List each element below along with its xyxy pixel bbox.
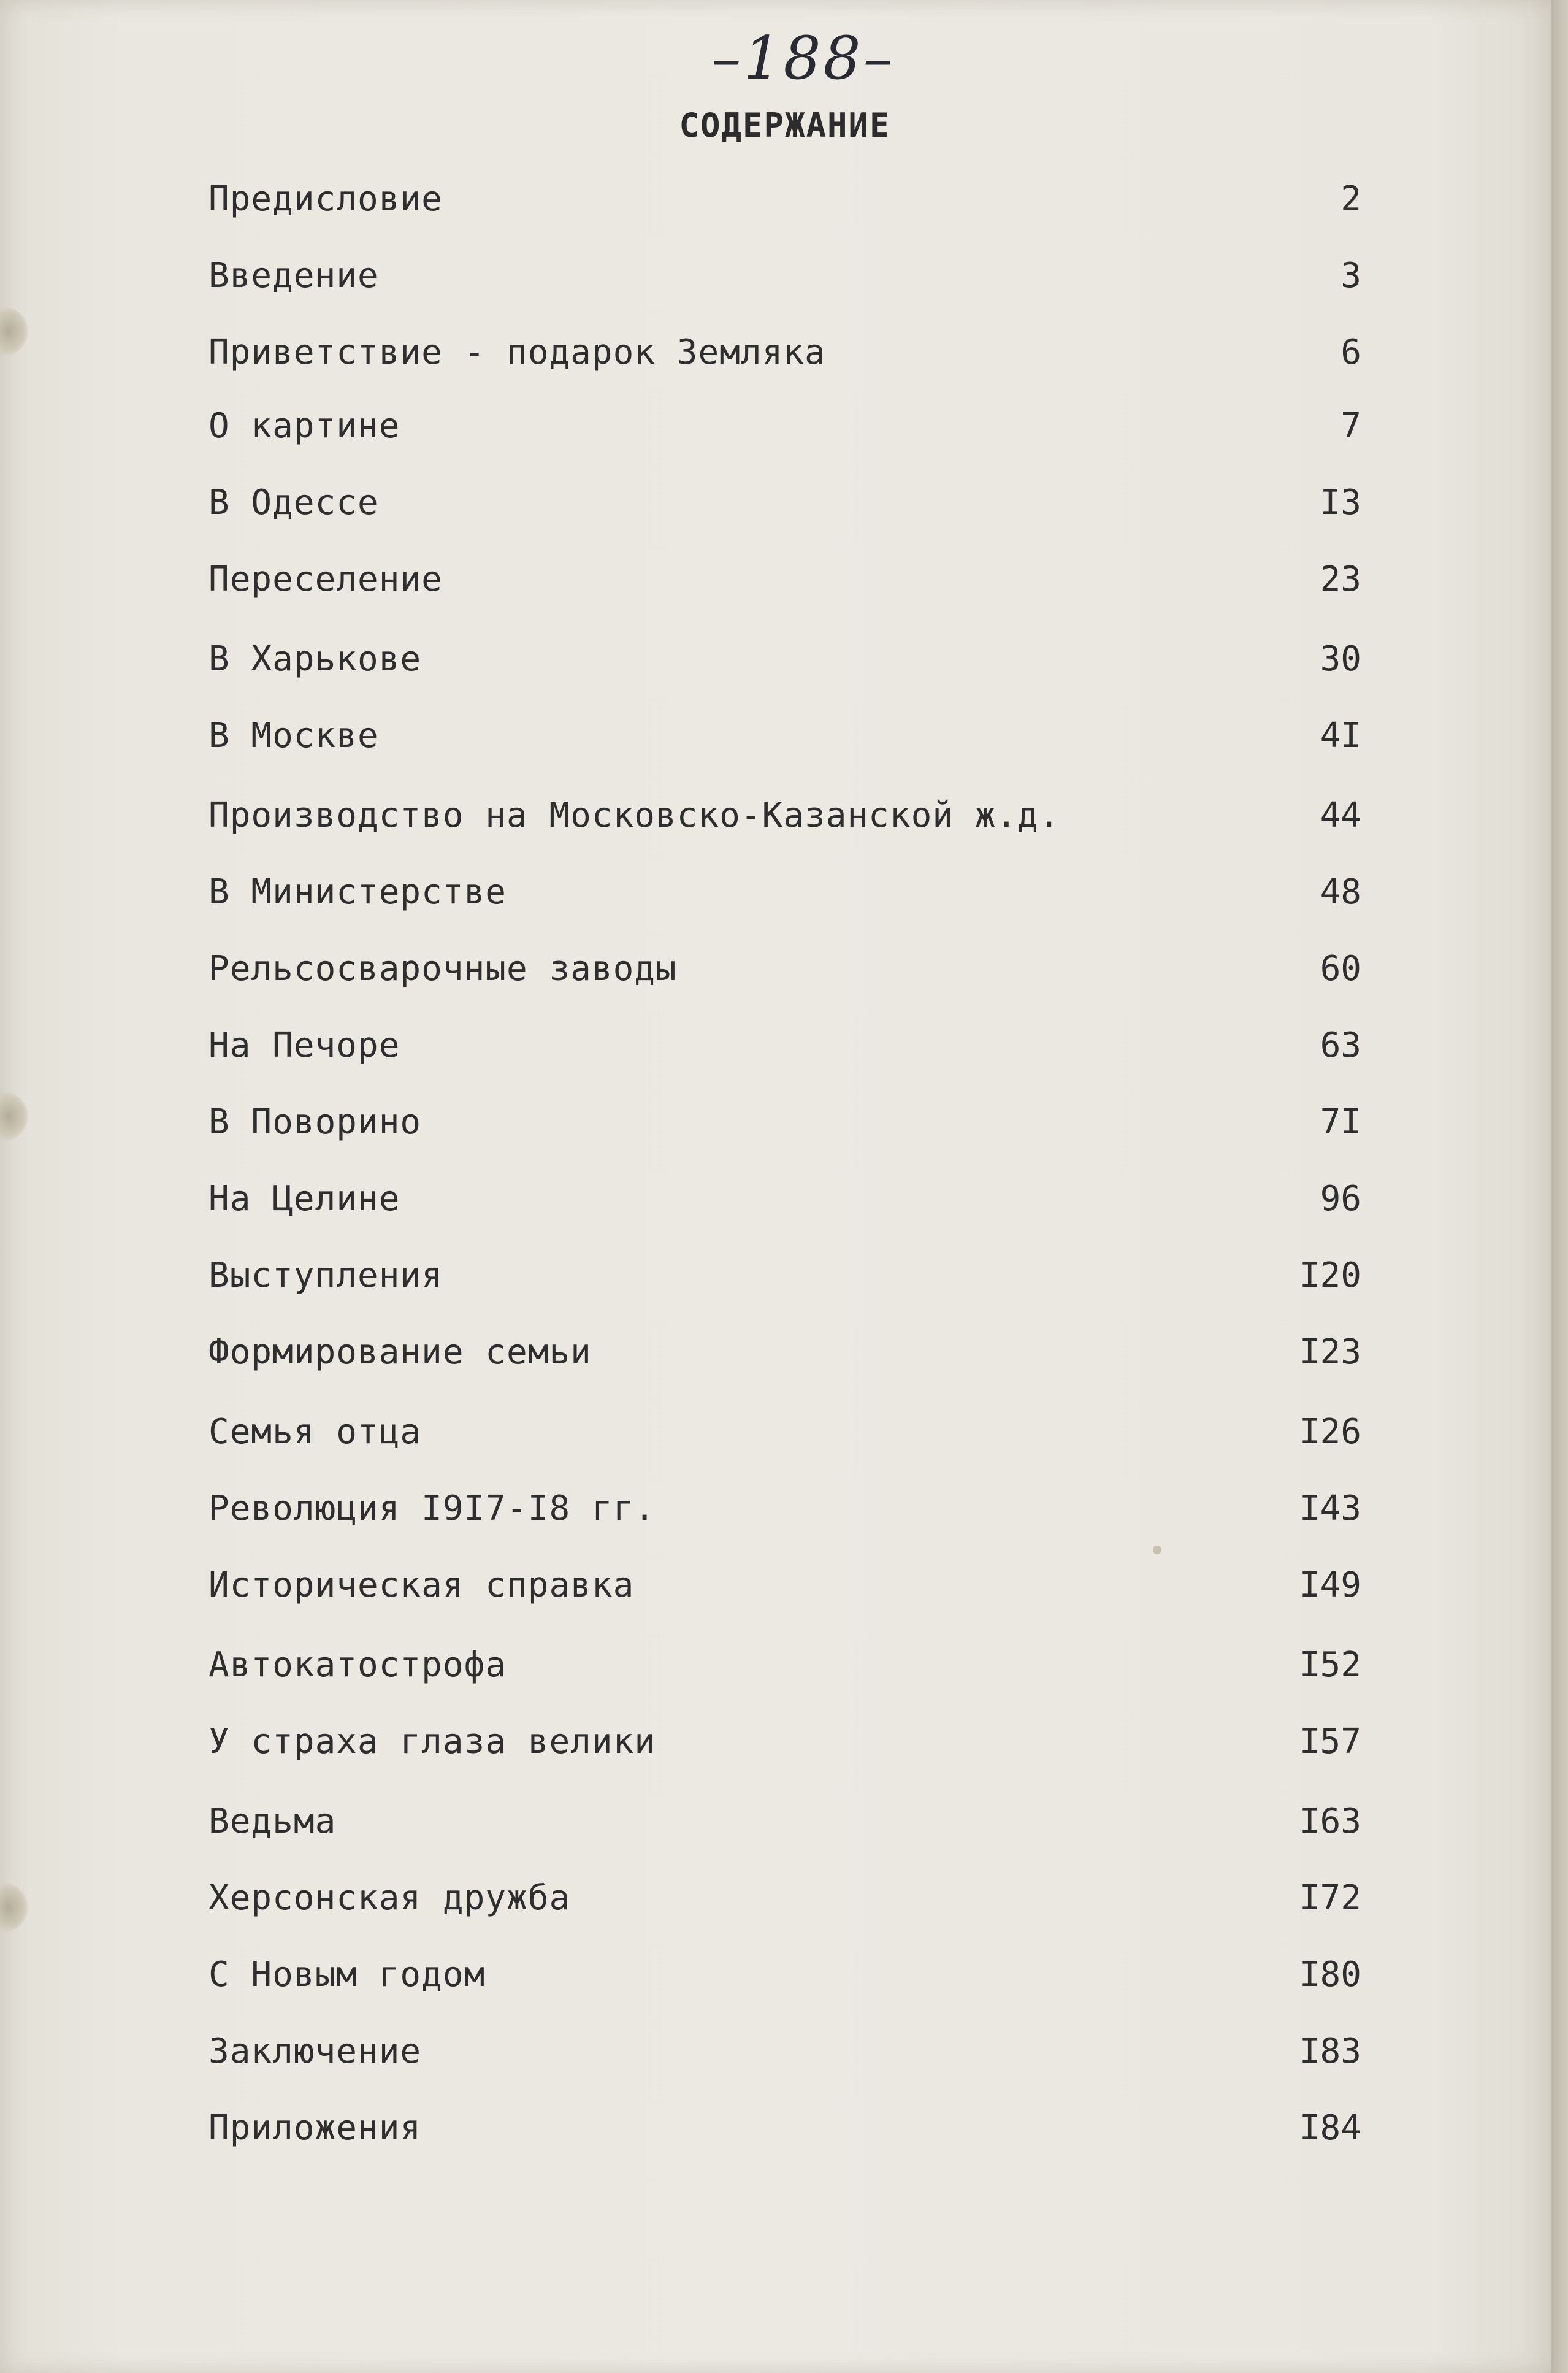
toc-entry-title: Революция I9I7-I8 гг. (208, 1489, 656, 1528)
toc-entry (208, 555, 1361, 604)
toc-entry-title: Автокатострофа (208, 1645, 507, 1685)
toc-entry-page: I20 (1299, 1256, 1361, 1295)
page-title: СОДЕРЖАНИЕ (679, 106, 891, 145)
toc-entry-page: I80 (1299, 1955, 1361, 1995)
toc-entry (208, 478, 1361, 527)
toc-entry (208, 711, 1361, 761)
toc-entry (208, 2104, 1361, 2153)
toc-entry-page: I43 (1299, 1489, 1361, 1528)
handwritten-page-number: –188– (711, 24, 895, 93)
toc-entry-title: На Печоре (208, 1025, 400, 1065)
toc-entry (208, 2027, 1361, 2076)
toc-entry (208, 1408, 1361, 1457)
toc-entry-title: В Поворино (208, 1102, 422, 1142)
toc-entry-title: В Министерстве (208, 872, 507, 912)
toc-entry (208, 1874, 1361, 1923)
toc-entry (208, 868, 1361, 917)
toc-entry (208, 1021, 1361, 1070)
toc-entry (208, 251, 1361, 301)
toc-entry-page: I23 (1299, 1332, 1361, 1372)
toc-entry-page: 44 (1320, 795, 1361, 835)
toc-entry-page: I57 (1299, 1722, 1361, 1762)
toc-entry-page: I63 (1299, 1801, 1361, 1841)
toc-entry-page: I52 (1299, 1645, 1361, 1685)
toc-entry-title: Семья отца (208, 1412, 422, 1452)
toc-entry-page: 23 (1320, 559, 1361, 599)
toc-entry (208, 1251, 1361, 1300)
toc-entry-page: 6 (1340, 332, 1361, 372)
toc-entry (208, 1641, 1361, 1690)
toc-entry-page: 2 (1340, 179, 1361, 219)
toc-entry (208, 791, 1361, 840)
toc-entry-title: Заключение (208, 2031, 422, 2071)
toc-entry-title: На Целине (208, 1179, 400, 1219)
toc-entry (208, 1175, 1361, 1224)
toc-entry-page: 7 (1340, 406, 1361, 446)
toc-entry (208, 328, 1361, 377)
toc-entry-page: 30 (1320, 639, 1361, 679)
toc-entry-title: В Москве (208, 716, 379, 756)
toc-entry-title: Херсонская дружба (208, 1878, 571, 1918)
toc-entry-page: I72 (1299, 1878, 1361, 1918)
toc-entry-title: С Новым годом (208, 1955, 486, 1995)
toc-entry-page: 96 (1320, 1179, 1361, 1219)
toc-entry (208, 1797, 1361, 1846)
table-of-contents (208, 0, 1361, 2373)
toc-entry-page: I3 (1320, 483, 1361, 523)
toc-entry (208, 1328, 1361, 1377)
toc-entry-title: В Харькове (208, 639, 422, 679)
toc-entry-page: 4I (1320, 716, 1361, 756)
toc-entry (208, 402, 1361, 451)
toc-entry-title: Ведьма (208, 1801, 337, 1841)
toc-entry-title: Историческая справка (208, 1565, 635, 1605)
toc-entry (208, 1484, 1361, 1533)
toc-entry-page: 3 (1340, 256, 1361, 296)
sheet-edge (1551, 0, 1568, 2373)
toc-entry-title: Выступления (208, 1256, 443, 1295)
toc-entry-title: Переселение (208, 559, 443, 599)
toc-entry-page: 60 (1320, 949, 1361, 989)
toc-entry-title: Рельсосварочные заводы (208, 949, 677, 989)
toc-entry-title: Производство на Московско-Казанской ж.д. (208, 795, 1060, 835)
toc-entry-page: 63 (1320, 1025, 1361, 1065)
toc-entry-title: Введение (208, 256, 379, 296)
toc-entry-title: Формирование семьи (208, 1332, 592, 1372)
toc-entry-page: I83 (1299, 2031, 1361, 2071)
toc-entry (208, 635, 1361, 684)
toc-entry-page: I49 (1299, 1565, 1361, 1605)
toc-entry-title: Приветствие - подарок Земляка (208, 332, 826, 372)
toc-entry (208, 1717, 1361, 1766)
toc-entry-page: I26 (1299, 1412, 1361, 1452)
toc-entry-title: О картине (208, 406, 400, 446)
toc-entry (208, 1098, 1361, 1147)
toc-entry-page: 48 (1320, 872, 1361, 912)
toc-entry-page: I84 (1299, 2108, 1361, 2148)
toc-entry-title: В Одессе (208, 483, 379, 523)
toc-entry-title: У страха глаза велики (208, 1722, 656, 1762)
toc-entry (208, 1950, 1361, 1999)
toc-entry-title: Приложения (208, 2108, 422, 2148)
toc-entry (208, 1561, 1361, 1610)
toc-entry-page: 7I (1320, 1102, 1361, 1142)
toc-entry-title: Предисловие (208, 179, 443, 219)
toc-entry (208, 175, 1361, 224)
toc-entry (208, 945, 1361, 994)
